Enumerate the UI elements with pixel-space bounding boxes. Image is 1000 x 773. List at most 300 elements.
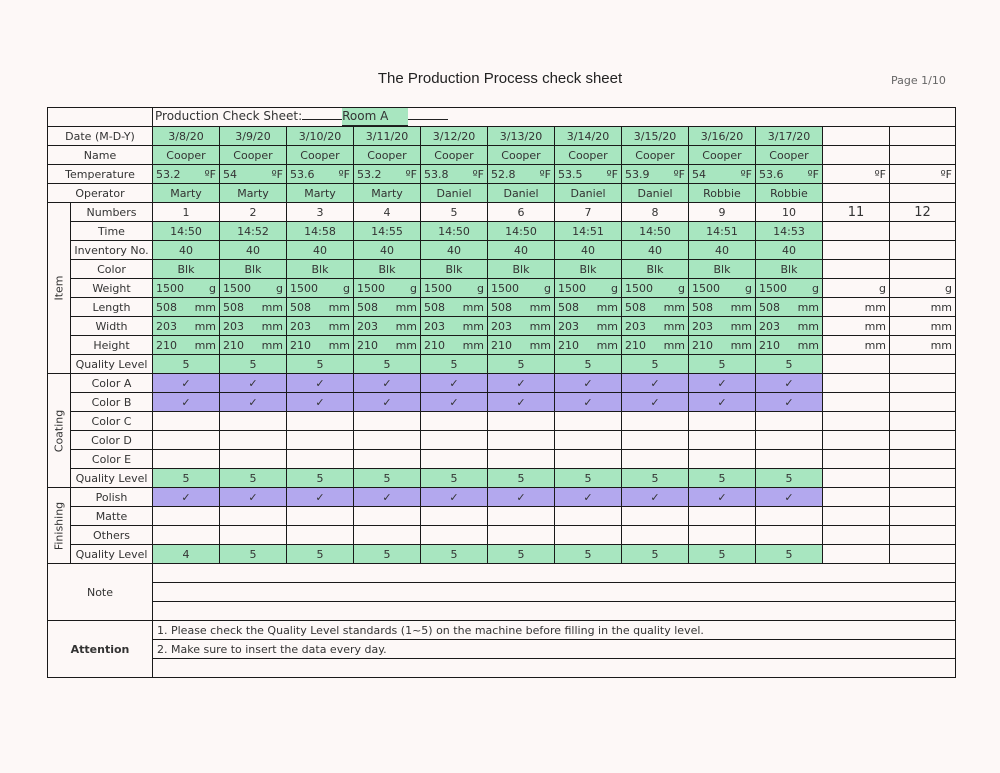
times-cell[interactable] (823, 222, 890, 241)
color_a-cell[interactable]: ✓ (756, 374, 823, 393)
inventory-cell[interactable]: 40 (421, 241, 488, 260)
polish-cell[interactable]: ✓ (354, 488, 421, 507)
empty-cell[interactable] (421, 412, 488, 431)
room-field[interactable]: Room A (342, 108, 408, 126)
color_b-cell[interactable]: ✓ (220, 393, 287, 412)
inventory-cell[interactable]: 40 (689, 241, 756, 260)
color_a-cell[interactable]: ✓ (622, 374, 689, 393)
polish-cell[interactable]: ✓ (622, 488, 689, 507)
polish-cell[interactable] (890, 488, 956, 507)
polish-cell[interactable]: ✓ (756, 488, 823, 507)
dates-cell[interactable] (890, 127, 956, 146)
empty-cell[interactable] (622, 412, 689, 431)
finishing_quality-cell[interactable]: 5 (689, 545, 756, 564)
empty-cell[interactable] (220, 450, 287, 469)
colors-cell[interactable]: Blk (153, 260, 220, 279)
item_quality-cell[interactable]: 5 (622, 355, 689, 374)
unit-label: g (276, 281, 283, 295)
empty-cell[interactable] (756, 450, 823, 469)
widths-value: 203 (491, 319, 512, 333)
times-cell[interactable]: 14:50 (488, 222, 555, 241)
coating_quality-cell[interactable]: 5 (488, 469, 555, 488)
inventory-cell[interactable]: 40 (756, 241, 823, 260)
finishing_quality-cell[interactable]: 5 (287, 545, 354, 564)
temps-value: 53.6 (290, 167, 315, 181)
polish-cell[interactable]: ✓ (689, 488, 756, 507)
empty-cell[interactable] (153, 450, 220, 469)
color_b-cell[interactable]: ✓ (756, 393, 823, 412)
empty-cell[interactable] (220, 526, 287, 545)
lengths-cell[interactable] (890, 298, 956, 317)
empty-cell[interactable] (421, 431, 488, 450)
empty-cell[interactable] (555, 526, 622, 545)
finishing_quality-cell[interactable] (823, 545, 890, 564)
color_b-cell[interactable]: ✓ (689, 393, 756, 412)
color_a-cell[interactable]: ✓ (287, 374, 354, 393)
times-cell[interactable]: 14:52 (220, 222, 287, 241)
item_quality-cell[interactable]: 5 (421, 355, 488, 374)
operators-cell[interactable]: Daniel (421, 184, 488, 203)
inventory-cell[interactable] (890, 241, 956, 260)
color_a-cell[interactable]: ✓ (354, 374, 421, 393)
color_a-cell[interactable] (823, 374, 890, 393)
heights-cell[interactable] (421, 336, 488, 355)
names-cell[interactable]: Cooper (622, 146, 689, 165)
temps-cell[interactable] (823, 165, 890, 184)
unit-label: g (611, 281, 618, 295)
lengths-cell[interactable] (153, 298, 220, 317)
times-cell[interactable]: 14:58 (287, 222, 354, 241)
empty-cell[interactable] (823, 412, 890, 431)
empty-cell[interactable] (220, 507, 287, 526)
dates-cell[interactable]: 3/17/20 (756, 127, 823, 146)
heights-cell[interactable] (555, 336, 622, 355)
coating_quality-cell[interactable]: 5 (153, 469, 220, 488)
unit-label: mm (328, 319, 350, 333)
operators-cell[interactable]: Marty (153, 184, 220, 203)
times-cell[interactable]: 14:50 (421, 222, 488, 241)
empty-cell[interactable] (488, 526, 555, 545)
color_a-cell[interactable]: ✓ (421, 374, 488, 393)
coating_quality-cell[interactable]: 5 (555, 469, 622, 488)
widths-cell[interactable] (823, 317, 890, 336)
empty-cell[interactable] (488, 431, 555, 450)
inventory-cell[interactable]: 40 (354, 241, 421, 260)
empty-cell[interactable] (622, 526, 689, 545)
empty-cell[interactable] (354, 526, 421, 545)
unit-label: mm (261, 319, 283, 333)
empty-cell[interactable] (153, 431, 220, 450)
inventory-cell[interactable]: 40 (220, 241, 287, 260)
dates-cell[interactable]: 3/12/20 (421, 127, 488, 146)
operators-cell[interactable]: Daniel (622, 184, 689, 203)
polish-cell[interactable]: ✓ (488, 488, 555, 507)
empty-cell[interactable] (153, 526, 220, 545)
temps-cell[interactable] (488, 165, 555, 184)
widths-cell[interactable] (890, 317, 956, 336)
operators-cell[interactable]: Marty (354, 184, 421, 203)
item_quality-cell[interactable]: 5 (689, 355, 756, 374)
finishing_quality-cell[interactable]: 5 (220, 545, 287, 564)
temps-cell[interactable] (421, 165, 488, 184)
colors-cell[interactable]: Blk (354, 260, 421, 279)
coating_quality-cell[interactable]: 5 (287, 469, 354, 488)
color_b-cell[interactable]: ✓ (354, 393, 421, 412)
item_quality-cell[interactable]: 5 (153, 355, 220, 374)
names-cell[interactable]: Cooper (287, 146, 354, 165)
empty-cell[interactable] (890, 526, 956, 545)
empty-cell[interactable] (689, 526, 756, 545)
heights-cell[interactable] (823, 336, 890, 355)
empty-cell[interactable] (756, 526, 823, 545)
dates-cell[interactable]: 3/14/20 (555, 127, 622, 146)
color_b-cell[interactable] (890, 393, 956, 412)
polish-cell[interactable]: ✓ (220, 488, 287, 507)
empty-cell[interactable] (220, 412, 287, 431)
color_a-cell[interactable]: ✓ (220, 374, 287, 393)
color_a-cell[interactable] (890, 374, 956, 393)
empty-cell[interactable] (890, 412, 956, 431)
unit-label: mm (194, 319, 216, 333)
empty-cell[interactable] (756, 431, 823, 450)
dates-cell[interactable]: 3/13/20 (488, 127, 555, 146)
color_b-cell[interactable]: ✓ (555, 393, 622, 412)
empty-cell[interactable] (287, 431, 354, 450)
item_quality-cell[interactable]: 5 (220, 355, 287, 374)
lengths-cell[interactable] (287, 298, 354, 317)
operators-cell[interactable]: Robbie (756, 184, 823, 203)
empty-cell[interactable] (689, 431, 756, 450)
row-label-length: Length (71, 298, 153, 317)
dates-cell[interactable] (823, 127, 890, 146)
heights-cell[interactable] (689, 336, 756, 355)
lengths-cell[interactable] (689, 298, 756, 317)
temps-cell[interactable] (622, 165, 689, 184)
weights-cell[interactable] (220, 279, 287, 298)
weights-cell[interactable] (421, 279, 488, 298)
times-cell[interactable]: 14:55 (354, 222, 421, 241)
lengths-cell[interactable] (488, 298, 555, 317)
polish-cell[interactable]: ✓ (555, 488, 622, 507)
coating_quality-cell[interactable] (890, 469, 956, 488)
dates-cell[interactable]: 3/10/20 (287, 127, 354, 146)
colors-cell[interactable]: Blk (689, 260, 756, 279)
coating_quality-cell[interactable]: 5 (220, 469, 287, 488)
inventory-cell[interactable]: 40 (488, 241, 555, 260)
note-line[interactable] (153, 564, 956, 583)
empty-cell[interactable] (153, 412, 220, 431)
color_a-cell[interactable]: ✓ (689, 374, 756, 393)
color_b-cell[interactable] (823, 393, 890, 412)
names-cell[interactable]: Cooper (488, 146, 555, 165)
color_b-cell[interactable]: ✓ (488, 393, 555, 412)
temps-cell[interactable] (287, 165, 354, 184)
empty-cell[interactable] (354, 431, 421, 450)
heights-cell[interactable] (756, 336, 823, 355)
times-cell[interactable]: 14:53 (756, 222, 823, 241)
dates-cell[interactable]: 3/11/20 (354, 127, 421, 146)
coating_quality-cell[interactable]: 5 (354, 469, 421, 488)
weights-cell[interactable] (354, 279, 421, 298)
unit-label: g (209, 281, 216, 295)
item_quality-cell[interactable]: 5 (756, 355, 823, 374)
empty-cell[interactable] (287, 526, 354, 545)
empty-cell[interactable] (421, 450, 488, 469)
heights-cell[interactable] (622, 336, 689, 355)
empty-cell[interactable] (622, 507, 689, 526)
item_quality-cell[interactable]: 5 (354, 355, 421, 374)
empty-cell[interactable] (555, 412, 622, 431)
unit-label: mm (395, 319, 417, 333)
inventory-cell[interactable] (823, 241, 890, 260)
names-cell[interactable] (823, 146, 890, 165)
empty-cell[interactable] (421, 526, 488, 545)
colors-cell[interactable] (823, 260, 890, 279)
blank-line (302, 119, 342, 120)
empty-cell[interactable] (823, 450, 890, 469)
empty-cell[interactable] (555, 450, 622, 469)
colors-cell[interactable]: Blk (488, 260, 555, 279)
note-line[interactable] (153, 583, 956, 602)
heights-cell[interactable] (220, 336, 287, 355)
numbers-cell: 10 (756, 203, 823, 222)
color_a-cell[interactable]: ✓ (488, 374, 555, 393)
color_b-cell[interactable]: ✓ (421, 393, 488, 412)
unit-label: mm (797, 300, 819, 314)
lengths-value: 508 (692, 300, 713, 314)
names-cell[interactable]: Cooper (421, 146, 488, 165)
item_quality-cell[interactable]: 5 (488, 355, 555, 374)
temps-value: 52.8 (491, 167, 516, 181)
empty-cell[interactable] (756, 507, 823, 526)
inventory-cell[interactable]: 40 (287, 241, 354, 260)
coating_quality-cell[interactable]: 5 (421, 469, 488, 488)
coating_quality-cell[interactable] (823, 469, 890, 488)
item_quality-cell[interactable] (823, 355, 890, 374)
empty-cell[interactable] (622, 431, 689, 450)
coating_quality-cell[interactable]: 5 (622, 469, 689, 488)
empty-cell[interactable] (153, 507, 220, 526)
finishing_quality-cell[interactable]: 4 (153, 545, 220, 564)
note-line[interactable] (153, 602, 956, 621)
finishing_quality-cell[interactable]: 5 (421, 545, 488, 564)
colors-cell[interactable]: Blk (555, 260, 622, 279)
operators-cell[interactable]: Marty (287, 184, 354, 203)
empty-cell[interactable] (890, 450, 956, 469)
empty-cell[interactable] (287, 507, 354, 526)
widths-cell[interactable] (220, 317, 287, 336)
temps-value: 53.2 (357, 167, 382, 181)
empty-cell[interactable] (555, 507, 622, 526)
lengths-cell[interactable] (220, 298, 287, 317)
weights-value: 1500 (290, 281, 318, 295)
empty-cell[interactable] (823, 526, 890, 545)
numbers-cell: 7 (555, 203, 622, 222)
widths-cell[interactable] (153, 317, 220, 336)
lengths-value: 508 (357, 300, 378, 314)
colors-cell[interactable]: Blk (756, 260, 823, 279)
polish-cell[interactable] (823, 488, 890, 507)
color_b-cell[interactable]: ✓ (622, 393, 689, 412)
temps-cell[interactable] (354, 165, 421, 184)
row-label-color_a: Color A (71, 374, 153, 393)
times-cell[interactable] (890, 222, 956, 241)
coating_quality-cell[interactable]: 5 (756, 469, 823, 488)
widths-cell[interactable] (287, 317, 354, 336)
row-label-color_b: Color B (71, 393, 153, 412)
empty-cell[interactable] (555, 431, 622, 450)
widths-cell[interactable] (689, 317, 756, 336)
names-cell[interactable] (890, 146, 956, 165)
empty-cell[interactable] (890, 431, 956, 450)
empty-cell[interactable] (488, 507, 555, 526)
heights-cell[interactable] (354, 336, 421, 355)
heights-value: 210 (223, 338, 244, 352)
sheet-label: Production Check Sheet: (155, 109, 303, 123)
heights-cell[interactable] (287, 336, 354, 355)
operators-cell[interactable]: Robbie (689, 184, 756, 203)
empty-cell[interactable] (689, 412, 756, 431)
temps-cell[interactable] (555, 165, 622, 184)
weights-cell[interactable] (823, 279, 890, 298)
lengths-cell[interactable] (756, 298, 823, 317)
names-cell[interactable]: Cooper (555, 146, 622, 165)
weights-cell[interactable] (622, 279, 689, 298)
finishing_quality-cell[interactable]: 5 (354, 545, 421, 564)
widths-cell[interactable] (488, 317, 555, 336)
lengths-cell[interactable] (622, 298, 689, 317)
times-cell[interactable]: 14:50 (622, 222, 689, 241)
widths-cell[interactable] (756, 317, 823, 336)
inventory-cell[interactable]: 40 (555, 241, 622, 260)
empty-cell[interactable] (220, 431, 287, 450)
empty-cell[interactable] (354, 412, 421, 431)
unit-label: g (945, 281, 952, 295)
dates-cell[interactable]: 3/15/20 (622, 127, 689, 146)
coating_quality-cell[interactable]: 5 (689, 469, 756, 488)
attention-line: 1. Please check the Quality Level standards (1~5) on the machine before filling in the quality level. (153, 621, 956, 640)
temps-cell[interactable] (153, 165, 220, 184)
names-cell[interactable]: Cooper (220, 146, 287, 165)
empty-cell[interactable] (287, 412, 354, 431)
color_b-cell[interactable]: ✓ (153, 393, 220, 412)
blank-line (408, 119, 448, 120)
row-label-height: Height (71, 336, 153, 355)
weights-cell[interactable] (890, 279, 956, 298)
dates-cell[interactable]: 3/8/20 (153, 127, 220, 146)
colors-cell[interactable]: Blk (220, 260, 287, 279)
weights-cell[interactable] (555, 279, 622, 298)
weights-cell[interactable] (287, 279, 354, 298)
finishing_quality-cell[interactable] (890, 545, 956, 564)
heights-cell[interactable] (488, 336, 555, 355)
weights-cell[interactable] (756, 279, 823, 298)
temps-cell[interactable] (689, 165, 756, 184)
widths-cell[interactable] (421, 317, 488, 336)
item_quality-cell[interactable] (890, 355, 956, 374)
color_b-cell[interactable]: ✓ (287, 393, 354, 412)
temps-cell[interactable] (890, 165, 956, 184)
widths-cell[interactable] (622, 317, 689, 336)
dates-cell[interactable]: 3/9/20 (220, 127, 287, 146)
empty-cell[interactable] (689, 507, 756, 526)
lengths-cell[interactable] (421, 298, 488, 317)
empty-cell[interactable] (287, 450, 354, 469)
item_quality-cell[interactable]: 5 (287, 355, 354, 374)
empty-cell[interactable] (622, 450, 689, 469)
finishing_quality-cell[interactable]: 5 (488, 545, 555, 564)
finishing_quality-cell[interactable]: 5 (555, 545, 622, 564)
polish-cell[interactable]: ✓ (287, 488, 354, 507)
operators-cell[interactable]: Daniel (488, 184, 555, 203)
heights-cell[interactable] (890, 336, 956, 355)
lengths-cell[interactable] (823, 298, 890, 317)
finishing_quality-cell[interactable]: 5 (622, 545, 689, 564)
inventory-cell[interactable]: 40 (153, 241, 220, 260)
names-cell[interactable]: Cooper (153, 146, 220, 165)
empty-cell[interactable] (890, 507, 956, 526)
item_quality-cell[interactable]: 5 (555, 355, 622, 374)
widths-cell[interactable] (354, 317, 421, 336)
numbers-cell: 3 (287, 203, 354, 222)
weights-cell[interactable] (488, 279, 555, 298)
names-cell[interactable]: Cooper (689, 146, 756, 165)
polish-cell[interactable]: ✓ (153, 488, 220, 507)
names-cell[interactable]: Cooper (756, 146, 823, 165)
lengths-value: 508 (424, 300, 445, 314)
colors-cell[interactable]: Blk (287, 260, 354, 279)
polish-cell[interactable]: ✓ (421, 488, 488, 507)
color_a-cell[interactable]: ✓ (555, 374, 622, 393)
heights-cell[interactable] (153, 336, 220, 355)
times-cell[interactable]: 14:51 (689, 222, 756, 241)
empty-cell[interactable] (354, 507, 421, 526)
operators-cell[interactable]: Daniel (555, 184, 622, 203)
color_a-cell[interactable]: ✓ (153, 374, 220, 393)
weights-cell[interactable] (689, 279, 756, 298)
empty-cell[interactable] (488, 450, 555, 469)
operators-cell[interactable]: Marty (220, 184, 287, 203)
unit-label: g (410, 281, 417, 295)
colors-cell[interactable] (890, 260, 956, 279)
empty-cell[interactable] (756, 412, 823, 431)
times-cell[interactable]: 14:51 (555, 222, 622, 241)
unit-label: mm (328, 300, 350, 314)
temps-cell[interactable] (756, 165, 823, 184)
empty-cell[interactable] (354, 450, 421, 469)
colors-cell[interactable]: Blk (421, 260, 488, 279)
empty-cell[interactable] (823, 431, 890, 450)
operators-cell[interactable] (890, 184, 956, 203)
widths-cell[interactable] (555, 317, 622, 336)
lengths-cell[interactable] (354, 298, 421, 317)
weights-cell[interactable] (153, 279, 220, 298)
empty-cell[interactable] (488, 412, 555, 431)
temps-cell[interactable] (220, 165, 287, 184)
finishing_quality-cell[interactable]: 5 (756, 545, 823, 564)
empty-cell[interactable] (823, 507, 890, 526)
times-cell[interactable]: 14:50 (153, 222, 220, 241)
inventory-cell[interactable]: 40 (622, 241, 689, 260)
empty-cell[interactable] (421, 507, 488, 526)
colors-cell[interactable]: Blk (622, 260, 689, 279)
names-cell[interactable]: Cooper (354, 146, 421, 165)
lengths-cell[interactable] (555, 298, 622, 317)
lengths-value: 508 (223, 300, 244, 314)
empty-cell[interactable] (689, 450, 756, 469)
operators-cell[interactable] (823, 184, 890, 203)
dates-cell[interactable]: 3/16/20 (689, 127, 756, 146)
